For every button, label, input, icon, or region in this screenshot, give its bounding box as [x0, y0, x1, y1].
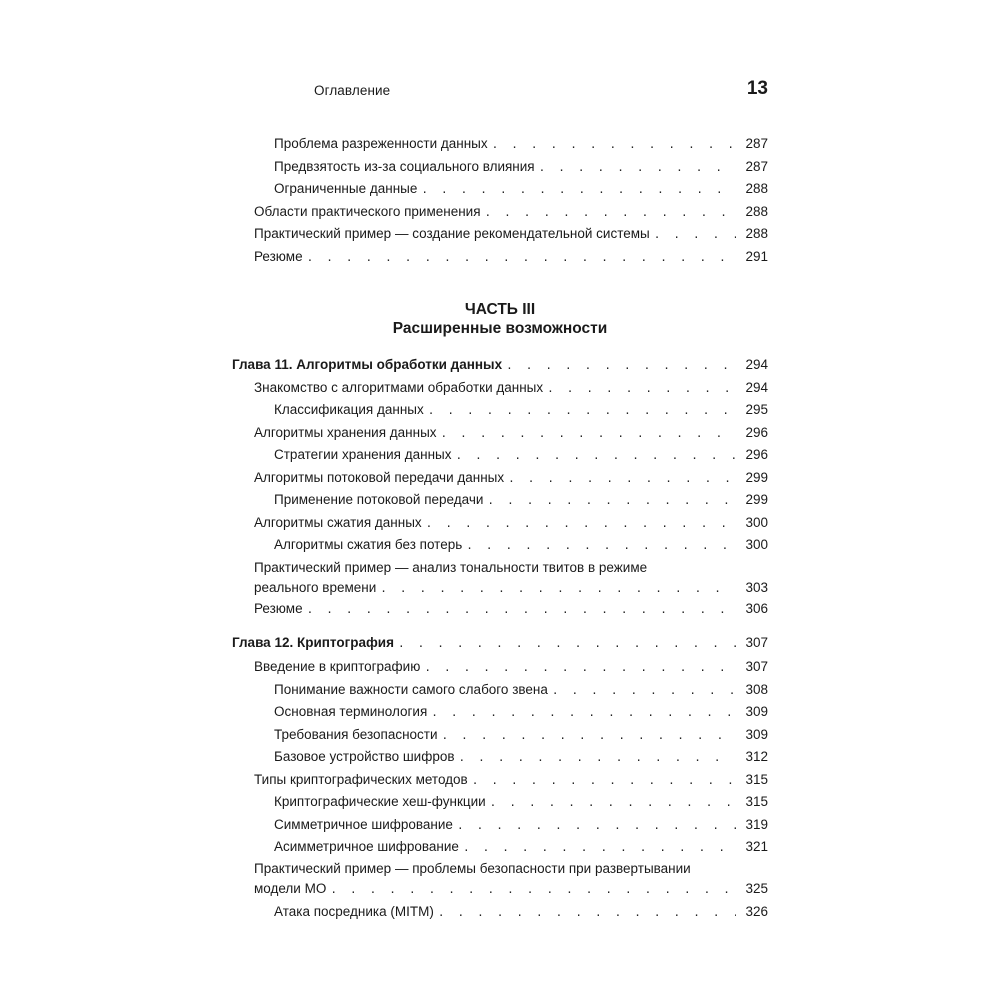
toc-leader-dots	[466, 536, 736, 556]
toc-entry[interactable]	[254, 599, 768, 619]
toc-leader-dots	[487, 491, 736, 511]
toc-entry-page: 309	[745, 704, 768, 719]
toc-entry-page: 307	[745, 659, 768, 674]
toc-leader-dots	[508, 469, 736, 489]
toc-entry-title: Предвзятость из-за социального влияния	[274, 159, 535, 174]
toc-entry-title-continued: реального времени	[254, 580, 377, 595]
toc-entry[interactable]	[274, 702, 768, 722]
toc-entry-title: Применение потоковой передачи	[274, 492, 484, 507]
toc-entry-title: Алгоритмы сжатия данных	[254, 515, 422, 530]
toc-chapter-entry[interactable]	[232, 355, 768, 375]
toc-entry[interactable]	[274, 792, 768, 812]
toc-entry-page: 296	[745, 425, 768, 440]
toc-leader-dots	[421, 180, 736, 200]
toc-entry-page: 315	[745, 772, 768, 787]
toc-entry-page: 307	[745, 635, 768, 650]
toc-leader-dots	[490, 793, 736, 813]
toc-entry-page: 299	[745, 492, 768, 507]
toc-entry-title: Классификация данных	[274, 402, 424, 417]
toc-leader-dots	[506, 356, 736, 376]
toc-entry-title: Стратегии хранения данных	[274, 447, 452, 462]
toc-entry[interactable]	[274, 535, 768, 555]
toc-leader-dots	[438, 903, 736, 923]
toc-entry-page: 319	[745, 817, 768, 832]
toc-entry-page: 321	[745, 839, 768, 854]
toc-leader-dots	[307, 600, 736, 620]
toc-entry-page: 308	[745, 682, 768, 697]
toc-entry-title: Резюме	[254, 249, 303, 264]
toc-entry[interactable]	[254, 247, 768, 267]
toc-entry[interactable]	[274, 725, 768, 745]
toc-entry-title: Понимание важности самого слабого звена	[274, 682, 548, 697]
toc-entry-title: Введение в криптографию	[254, 659, 421, 674]
running-title: Оглавление	[314, 83, 391, 98]
toc-entry[interactable]	[274, 400, 768, 420]
toc-leader-dots	[441, 424, 736, 444]
toc-entry-page: 315	[745, 794, 768, 809]
toc-leader-dots	[463, 838, 736, 858]
toc-leader-dots	[398, 634, 736, 654]
toc-entry[interactable]	[274, 902, 768, 922]
toc-entry-title-continued: модели МО	[254, 881, 327, 896]
toc-chapter-entry[interactable]	[232, 633, 768, 653]
toc-entry-title: Области практического применения	[254, 204, 481, 219]
toc-leader-dots	[442, 726, 736, 746]
toc-leader-dots	[539, 158, 736, 178]
toc-entry-page: 300	[745, 537, 768, 552]
toc-entry[interactable]	[274, 837, 768, 857]
toc-leader-dots	[459, 748, 736, 768]
toc-entry-page: 288	[745, 204, 768, 219]
toc-leader-dots	[472, 771, 736, 791]
toc-entry[interactable]	[274, 815, 768, 835]
toc-leader-dots	[455, 446, 736, 466]
toc-leader-dots	[485, 203, 736, 223]
toc-entry-page: 303	[745, 580, 768, 595]
toc-entry-page: 300	[745, 515, 768, 530]
toc-entry-page: 296	[745, 447, 768, 462]
toc-leader-dots	[380, 579, 736, 599]
toc-entry[interactable]	[274, 680, 768, 700]
toc-entry[interactable]	[254, 657, 768, 677]
toc-entry[interactable]	[274, 179, 768, 199]
toc-entry[interactable]	[274, 747, 768, 767]
part-label: ЧАСТЬ III	[464, 301, 536, 318]
toc-entry-page: 288	[745, 226, 768, 241]
toc-entry-page: 287	[745, 159, 768, 174]
toc-entry-title: Практический пример — создание рекомендательной системы	[254, 226, 650, 241]
toc-leader-dots	[492, 135, 736, 155]
toc-entry[interactable]	[274, 134, 768, 154]
toc-leader-dots	[654, 225, 736, 245]
toc-entry-page: 299	[745, 470, 768, 485]
toc-chapter-title: Глава 12. Криптография	[232, 635, 394, 650]
toc-entry[interactable]	[254, 468, 768, 488]
toc-entry[interactable]	[254, 558, 768, 598]
toc-leader-dots	[330, 880, 736, 900]
toc-entry[interactable]	[254, 202, 768, 222]
toc-chapter-title: Глава 11. Алгоритмы обработки данных	[232, 357, 503, 372]
toc-leader-dots	[426, 514, 736, 534]
toc-entry-page: 294	[745, 357, 768, 372]
toc-entry-title: Ограниченные данные	[274, 181, 418, 196]
toc-entry[interactable]	[274, 445, 768, 465]
part-title: Расширенные возможности	[392, 320, 608, 337]
part-heading	[232, 300, 768, 338]
toc-leader-dots	[547, 379, 736, 399]
toc-entry[interactable]	[274, 490, 768, 510]
toc-leader-dots	[307, 248, 736, 268]
toc-leader-dots	[552, 681, 736, 701]
toc-entry[interactable]	[274, 157, 768, 177]
toc-entry-page: 325	[745, 881, 768, 896]
toc-entry-title: Резюме	[254, 601, 303, 616]
toc-entry-title: Алгоритмы сжатия без потерь	[274, 537, 463, 552]
toc-entry-page: 294	[745, 380, 768, 395]
toc-entry-title: Криптографические хеш-функции	[274, 794, 486, 809]
toc-entry-title: Алгоритмы потоковой передачи данных	[254, 470, 505, 485]
toc-entry-page: 312	[745, 749, 768, 764]
toc-entry-title: Практический пример — проблемы безопасности при развертывании	[254, 861, 691, 876]
page-number: 13	[746, 78, 768, 99]
toc-entry[interactable]	[254, 770, 768, 790]
toc-leader-dots	[424, 658, 736, 678]
toc-entry[interactable]	[254, 859, 768, 899]
toc-entry-title: Алгоритмы хранения данных	[254, 425, 437, 440]
toc-entry-title: Атака посредника (MITM)	[274, 904, 434, 919]
toc-entry-page: 295	[745, 402, 768, 417]
toc-entry-title: Знакомство с алгоритмами обработки данных	[254, 380, 544, 395]
toc-entry[interactable]	[254, 224, 768, 244]
toc-leader-dots	[431, 703, 736, 723]
toc-entry-title: Асимметричное шифрование	[274, 839, 459, 854]
toc-entry[interactable]	[254, 378, 768, 398]
toc-entry-title: Требования безопасности	[274, 727, 438, 742]
toc-entry-title: Практический пример — анализ тональности твитов в режиме	[254, 560, 648, 575]
toc-entry-title: Проблема разреженности данных	[274, 136, 488, 151]
toc-entry-title: Основная терминология	[274, 704, 428, 719]
toc-entry-page: 326	[745, 904, 768, 919]
toc-entry[interactable]	[254, 423, 768, 443]
toc-leader-dots	[428, 401, 736, 421]
toc-entry-page: 291	[745, 249, 768, 264]
toc-entry-page: 309	[745, 727, 768, 742]
toc-entry[interactable]	[254, 513, 768, 533]
toc-entry-title: Симметричное шифрование	[274, 817, 453, 832]
toc-entry-title: Базовое устройство шифров	[274, 749, 455, 764]
toc-entry-page: 287	[745, 136, 768, 151]
toc-entry-page: 306	[745, 601, 768, 616]
toc-leader-dots	[457, 816, 736, 836]
toc-entry-page: 288	[745, 181, 768, 196]
toc-entry-title: Типы криптографических методов	[254, 772, 468, 787]
